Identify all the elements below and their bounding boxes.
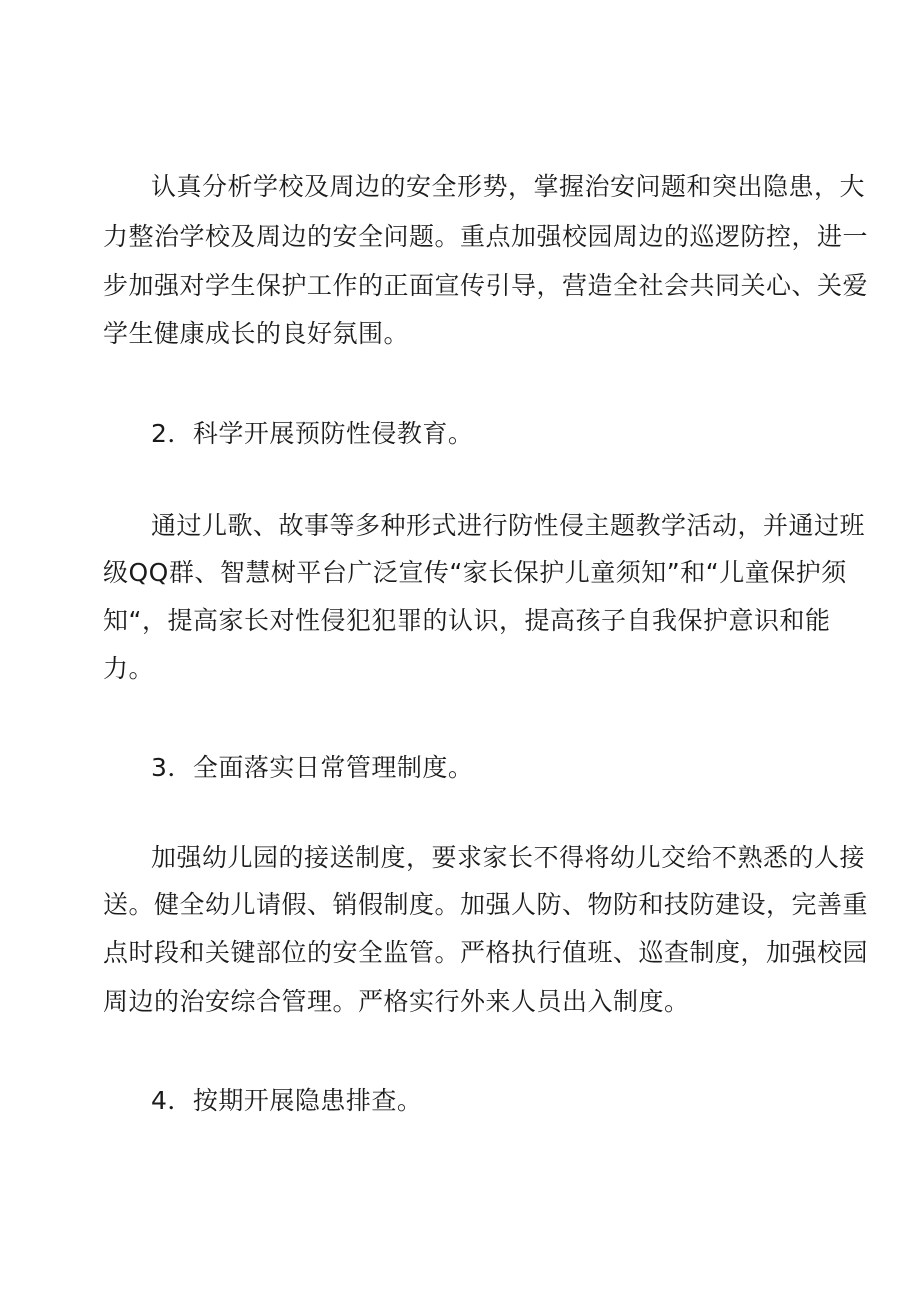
section-heading-2: 2．科学开展预防性侵教育。 — [151, 419, 474, 448]
paragraph-2-line-2: 级QQ群、智慧树平台广泛宣传“家长保护儿童须知”和“儿童保护须 — [103, 558, 847, 587]
paragraph-1-line-3: 步加强对学生保护工作的正面宣传引导，营造全社会共同关心、关爱 — [103, 271, 869, 300]
paragraph-2-line-4: 力。 — [103, 654, 155, 683]
paragraph-3-line-2: 送。健全幼儿请假、销假制度。加强人防、物防和技防建设，完善重 — [103, 890, 869, 919]
paragraph-3-line-3: 点时段和关键部位的安全监管。严格执行值班、巡查制度，加强校园 — [103, 938, 869, 967]
paragraph-2-line-3: 知“，提高家长对性侵犯犯罪的认识，提高孩子自我保护意识和能 — [103, 606, 831, 635]
paragraph-2-line-1: 通过儿歌、故事等多种形式进行防性侵主题教学活动，并通过班 — [151, 511, 866, 540]
paragraph-1-line-4: 学生健康成长的良好氛围。 — [103, 319, 410, 348]
paragraph-1-line-1: 认真分析学校及周边的安全形势，掌握治安问题和突出隐患，大 — [151, 172, 866, 201]
paragraph-1-line-2: 力整治学校及周边的安全问题。重点加强校园周边的巡逻防控，进一 — [103, 222, 869, 251]
section-heading-4: 4．按期开展隐患排查。 — [151, 1086, 423, 1115]
paragraph-3-line-4: 周边的治安综合管理。严格实行外来人员出入制度。 — [103, 987, 690, 1016]
section-heading-3: 3．全面落实日常管理制度。 — [151, 753, 474, 782]
paragraph-3-line-1: 加强幼儿园的接送制度，要求家长不得将幼儿交给不熟悉的人接 — [151, 843, 866, 872]
